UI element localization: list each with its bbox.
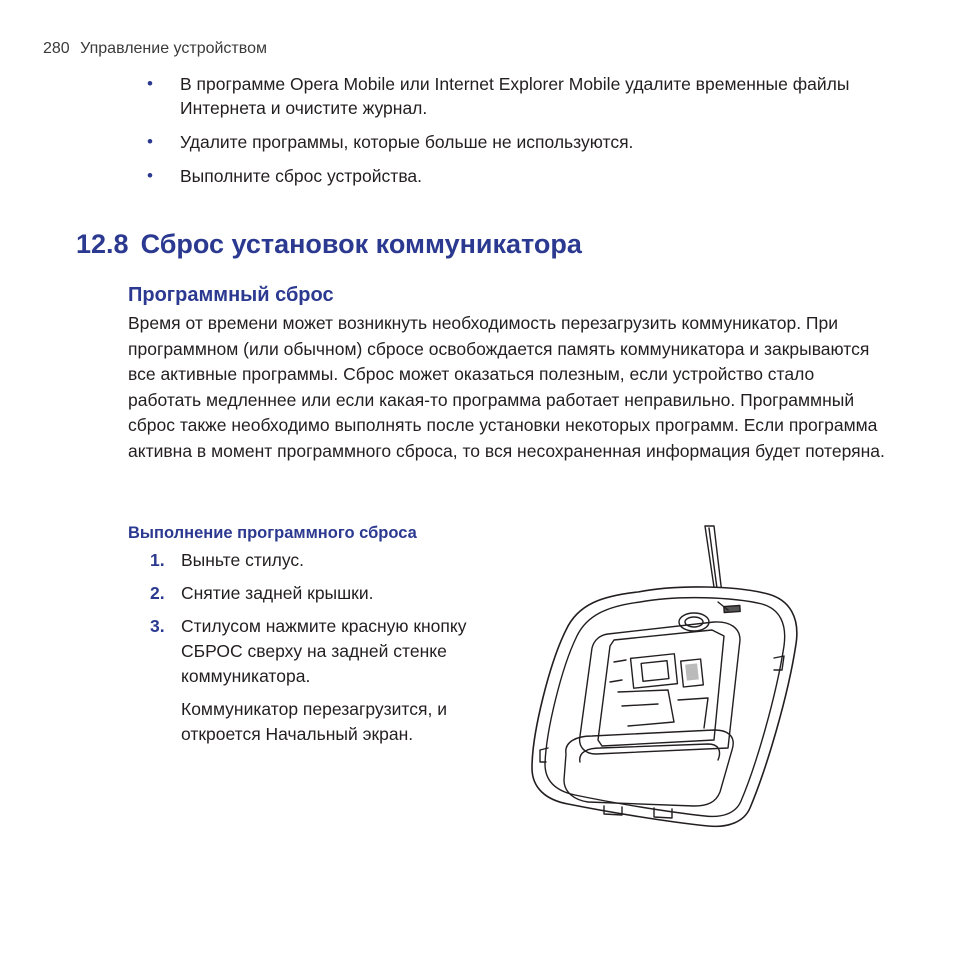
step-item <box>150 548 480 573</box>
step-text: Выньте стилус. <box>181 550 304 570</box>
page-number: 280 <box>43 40 70 57</box>
section-title: Сброс установок коммуникатора <box>140 229 582 259</box>
step-text: Снятие задней крышки. <box>181 583 374 603</box>
bullet-item <box>147 72 867 120</box>
step-note: Коммуникатор перезагрузится, и откроется Начальный экран. <box>181 699 447 744</box>
section-number: 12.8 <box>76 229 129 259</box>
step-number: 3. <box>150 616 165 636</box>
bullet-list <box>147 72 867 198</box>
step-text: Стилусом нажмите красную кнопку СБРОС сверху на задней стенке коммуникатора. <box>181 616 467 686</box>
bullet-text: Удалите программы, которые больше не используются. <box>180 132 634 152</box>
step-item <box>150 614 480 689</box>
section-heading <box>76 229 582 260</box>
header-section-name: Управление устройством <box>80 40 267 57</box>
bullet-icon: • <box>147 132 153 151</box>
bullet-text: В программе Opera Mobile или Internet Explorer Mobile удалите временные файлы Интернета и очистите журнал. <box>180 74 850 118</box>
body-paragraph: Время от времени может возникнуть необходимость перезагрузить коммуникатор. При программном (или обычном) сбросе освобождается память коммуникатора и закрываются все активные программы. Сброс может оказаться полезным, если устройство стало работать медленнее или если какая-то программа работает неправильно. Программный сброс также необходимо выполнять после установки некоторых программ. Если программа активна в момент программного сброса, то вся несохраненная информация будет потеряна. <box>128 313 885 461</box>
procedure-heading: Выполнение программного сброса <box>128 524 417 542</box>
page-header <box>43 40 267 58</box>
steps-list <box>150 548 480 697</box>
bullet-item <box>147 130 867 154</box>
bullet-text: Выполните сброс устройства. <box>180 166 423 186</box>
bullet-item <box>147 164 867 188</box>
bullet-icon: • <box>147 166 153 185</box>
step-number: 2. <box>150 583 165 603</box>
device-back-illustration <box>518 522 808 840</box>
step-item <box>150 581 480 606</box>
step-number: 1. <box>150 550 165 570</box>
subsection-heading: Программный сброс <box>128 284 334 306</box>
bullet-icon: • <box>147 74 153 93</box>
